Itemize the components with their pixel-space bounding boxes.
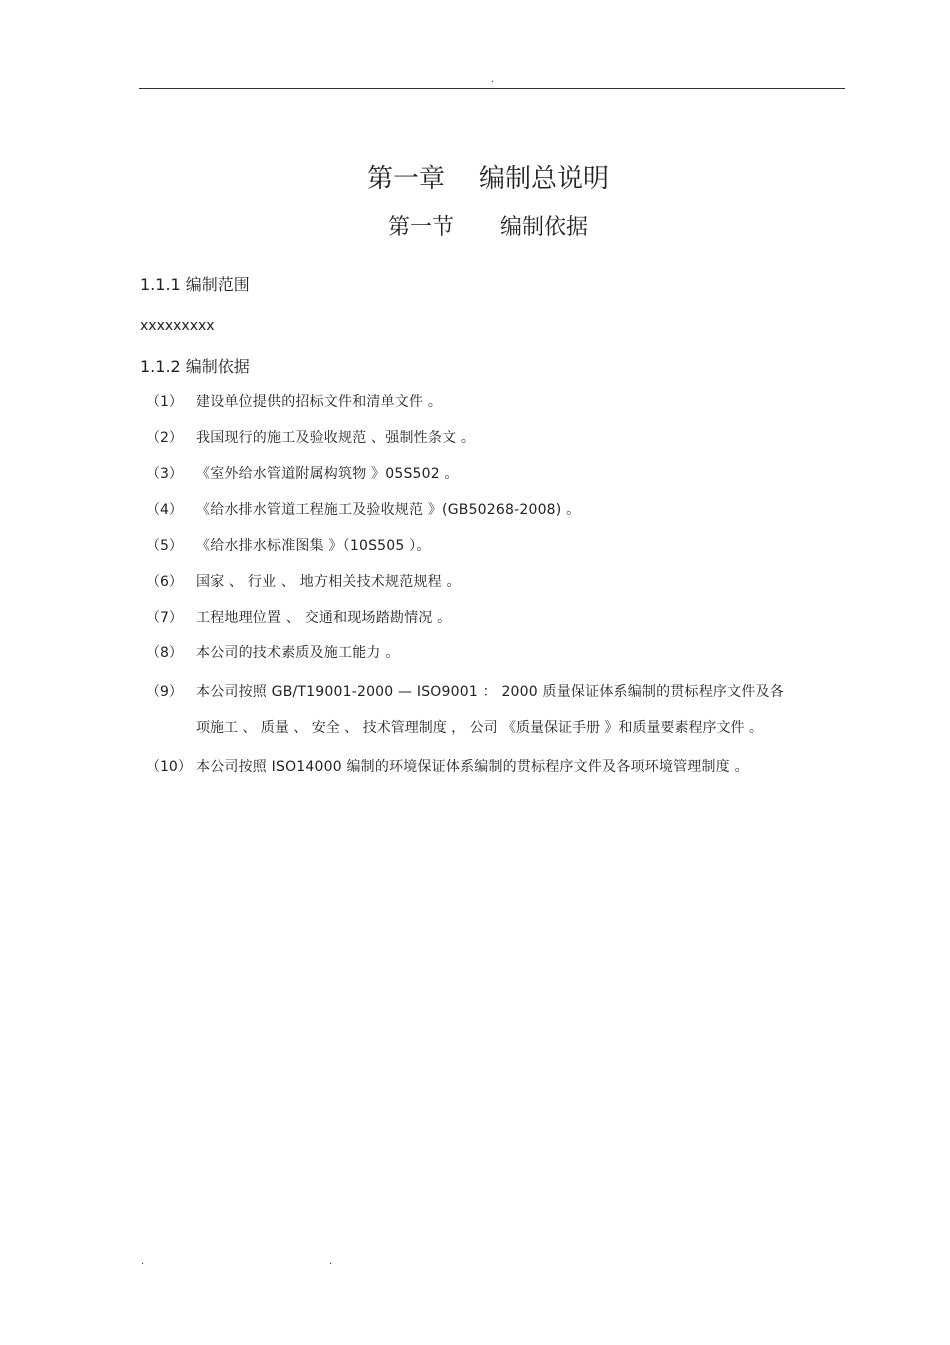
list-item-text: 《给水排水标准图集 》（10S505 ）。	[196, 538, 431, 554]
list-item-number: （5）	[146, 538, 183, 554]
list-item-number: （8）	[146, 645, 183, 661]
list-item-text: 本公司的技术素质及施工能力 。	[196, 645, 400, 661]
list-item-text: 国家 、 行业 、 地方相关技术规范规程 。	[196, 574, 461, 590]
list-item	[146, 535, 431, 555]
list-item-number: （10）	[146, 759, 192, 775]
list-item-number: （1）	[146, 394, 183, 410]
list-item-text: 本公司按照 ISO14000 编制的环境保证体系编制的贯标程序文件及各项环境管理制度 。	[196, 759, 749, 775]
section-title: 编制依据	[500, 215, 589, 240]
list-item-continuation: 项施工 、 质量 、 安全 、 技术管理制度 ， 公司 《质量保证手册 》和质量要素程序文件 。	[196, 720, 763, 736]
header-mark: .	[491, 74, 495, 85]
list-item	[146, 463, 459, 483]
list-item-number: （2）	[146, 430, 183, 446]
list-item-number: （3）	[146, 466, 183, 482]
list-item	[146, 391, 442, 411]
section-heading	[0, 210, 950, 241]
list-item-text: 我国现行的施工及验收规范 、强制性条文 。	[196, 430, 476, 446]
list-item	[146, 642, 399, 662]
list-item-text: 《给水排水管道工程施工及验收规范 》(GB50268-2008) 。	[196, 502, 581, 518]
chapter-label: 第一章	[366, 164, 445, 194]
list-item-number: （6）	[146, 574, 183, 590]
list-item-number: （4）	[146, 502, 183, 518]
list-item-text: 本公司按照 GB/T19001-2000 — ISO9001 ： 2000 质量保证体系编制的贯标程序文件及各	[196, 684, 784, 700]
list-item	[146, 427, 475, 447]
list-item-number: （7）	[146, 610, 183, 626]
list-item	[146, 571, 461, 591]
list-item-text: 建设单位提供的招标文件和清单文件 。	[196, 394, 443, 410]
scope-body-text: xxxxxxxxx	[140, 318, 215, 334]
list-item	[146, 756, 749, 776]
chapter-heading	[0, 158, 950, 195]
list-item-number: （9）	[146, 684, 183, 700]
chapter-title: 编制总说明	[479, 164, 610, 194]
section-label: 第一节	[387, 215, 454, 240]
subsection-heading-basis: 1.1.2 编制依据	[140, 357, 250, 376]
footer-mark-right: .	[329, 1256, 333, 1267]
footer-mark-left: .	[141, 1256, 145, 1267]
list-item-text: 工程地理位置 、 交通和现场踏勘情况 。	[196, 610, 452, 626]
header-rule	[139, 88, 845, 89]
list-item	[146, 681, 784, 701]
list-item	[146, 607, 451, 627]
list-item	[146, 499, 580, 519]
subsection-heading-scope: 1.1.1 编制范围	[140, 275, 250, 294]
list-item-text: 《室外给水管道附属构筑物 》05S502 。	[196, 466, 459, 482]
